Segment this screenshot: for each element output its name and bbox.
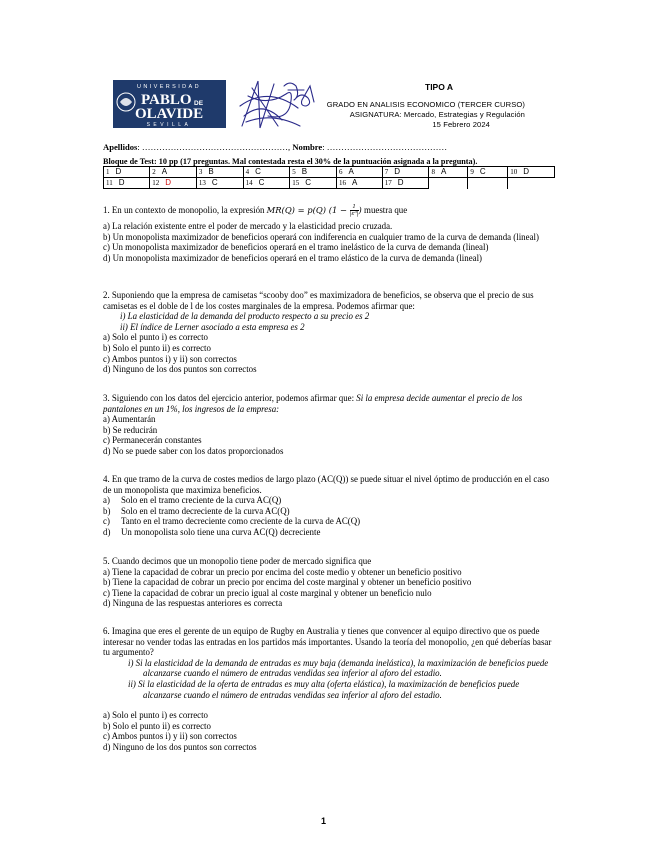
answer-number: 8: [431, 168, 435, 176]
signature-image: [238, 76, 318, 134]
answer-letter: A: [351, 178, 358, 187]
answer-cell-13: [196, 178, 243, 189]
answer-letter: C: [305, 178, 312, 187]
question-1-stem: 1. En un contexto de monopolio, la expresión MR(Q) = p(Q) (1 − $\frac{1}{\text{|εᵈ|}}$ ) muestra que: [103, 204, 408, 217]
statement: ii) Si la elasticidad de la oferta de entradas es muy alta (oferta elástica), la maximización de beneficios puede alcanzarse cuando el número de entradas vendidas sea inferior al aforo del estadio.: [128, 678, 520, 700]
statement: ii) El índice de Lerner asociado a esta empresa es 2: [120, 321, 305, 332]
answer-option: d) Un monopolista maximizador de beneficios operará en el tramo elástico de la curva de demanda (lineal): [103, 252, 483, 263]
answer-option: c) Un monopolista maximizador de beneficios operará en el tramo inelástico de la curva de demanda (lineal): [103, 242, 489, 253]
answer-letter: C: [479, 167, 486, 176]
nombre-label: Nombre: [292, 142, 323, 152]
logo-word-olavide: OLAVIDE: [135, 106, 204, 122]
logo-word-sevilla: SEVILLA: [146, 122, 192, 128]
answer-cell-5: [290, 167, 337, 178]
answer-option: d) Ninguno de los dos puntos son correctos: [103, 741, 257, 752]
answer-cell-1: [104, 167, 150, 178]
answer-cell-8: [429, 167, 468, 178]
answer-grid: [103, 166, 555, 189]
question-6-stem: 6. Imagina que eres el gerente de un equipo de Rugby en Australia y tienes que convencer al equipo directivo que os puede interesar no vender todas las entradas en los partidos más importantes. Usando la teoría del monopolio, ¿en qué deberías basar tu argumento?: [103, 626, 552, 658]
answer-letter: B: [301, 167, 308, 176]
answer-number: 16: [338, 179, 346, 187]
answer-number: 14: [245, 179, 253, 187]
question-5: [103, 556, 555, 609]
answer-option: c) Ambos puntos i) y ii) son correctos: [103, 731, 237, 742]
answer-cell-2: [150, 167, 197, 178]
exam-type: TIPO A: [425, 82, 454, 92]
answer-cell-empty: [429, 178, 468, 189]
statement: i) La elasticidad de la demanda del producto respecto a su precio es 2: [120, 311, 370, 322]
nombre-blank: : ……………………………………: [322, 142, 448, 152]
answer-number: 2: [152, 168, 156, 176]
answer-letter: B: [208, 167, 214, 176]
statement: i) Si la elasticidad de la demanda de entradas es muy baja (demanda inelástica), la maximización de beneficios puede alcanzarse cuando el número de entradas vendidas sea inferior al aforo del estadio.: [128, 657, 549, 679]
answer-number: 15: [292, 179, 300, 187]
answer-letter: C: [211, 178, 218, 187]
answer-option: a) Solo en el tramo creciente de la curva AC(Q): [103, 495, 282, 506]
page-number: 1: [321, 816, 327, 826]
answer-cell-3: [196, 167, 243, 178]
answer-number: 9: [470, 168, 474, 176]
answer-cell-14: [243, 178, 290, 189]
degree-title: GRADO EN ANALISIS ECONOMICO (TERCER CURSO): [326, 100, 525, 109]
question-6: [103, 626, 555, 753]
answer-option: d) No se puede saber con los datos proporcionados: [103, 445, 284, 456]
answer-number: 12: [152, 179, 160, 187]
answer-cell-17: [382, 178, 429, 189]
test-block-instructions: Bloque de Test: 10 pp (17 preguntas. Mal contestada resta el 30% de la puntuación asignada a la pregunta).: [103, 157, 478, 166]
answer-option: d) Un monopolista solo tiene una curva AC(Q) decreciente: [103, 526, 321, 537]
answer-option: a) La relación existente entre el poder de mercado y la elasticidad precio cruzada.: [103, 221, 393, 231]
answer-cell-empty: [508, 178, 555, 189]
answer-option: c) Tanto en el tramo decreciente como creciente de la curva de AC(Q): [103, 516, 361, 527]
apellidos-label: Apellidos: [103, 142, 138, 152]
answer-letter: D: [118, 178, 125, 187]
answer-letter: D: [397, 178, 404, 187]
answer-option: b) Solo el punto ii) es correcto: [103, 720, 211, 731]
question-5-stem: 5. Cuando decimos que un monopolio tiene poder de mercado significa que: [103, 556, 372, 566]
apellidos-blank: : ……………………………………………: [137, 142, 289, 152]
answer-letter: A: [348, 167, 354, 176]
answer-number: 3: [198, 168, 203, 176]
answer-letter: A: [161, 167, 168, 176]
marginal-revenue-formula: MR(Q) = p(Q) (1 − $\frac{1}{\text{|εᵈ|}}$ ): [266, 204, 362, 217]
answer-letter: D: [523, 167, 530, 176]
question-4: [103, 474, 555, 538]
answer-cell-10: [508, 167, 555, 178]
answer-letter: C: [258, 178, 265, 187]
question-2: [103, 290, 555, 375]
answer-option: d) Ninguno de los dos puntos son correctos: [103, 364, 257, 375]
answer-number: 1: [106, 168, 110, 176]
answer-cell-11: [104, 178, 150, 189]
question-2-stem: 2. Suponiendo que la empresa de camisetas “scooby doo” es maximizadora de beneficios, se observa que el precio de sus camisetas es el doble de l de los costes marginales de la empresa. Podemos afirmar que:: [103, 290, 534, 311]
logo-word-universidad: UNIVERSIDAD: [137, 84, 201, 90]
answer-option: d) Ninguna de las respuestas anteriores es correcta: [103, 598, 283, 609]
answer-cell-6: [336, 167, 382, 178]
answer-row-1: [104, 167, 555, 178]
answer-cell-15: [290, 178, 337, 189]
answer-number: 11: [106, 179, 113, 187]
answer-cell-9: [468, 167, 508, 178]
answer-cell-12: [150, 178, 197, 189]
university-logo: [113, 80, 226, 128]
answer-number: 17: [384, 179, 392, 187]
answer-cell-7: [382, 167, 429, 178]
answer-option: b) Se reducirán: [103, 424, 158, 435]
answer-option: c) Tiene la capacidad de cobrar un precio igual al coste marginal y obtener un beneficio nulo: [103, 587, 432, 598]
answer-cell-empty: [468, 178, 508, 189]
question-3: [103, 393, 555, 457]
answer-letter: D: [115, 167, 122, 176]
question-3-stem: 3. Siguiendo con los datos del ejercicio anterior, podemos afirmar que: Si la empresa decide aumentar el precio de los pantalones en un 1%, los ingresos de la empresa:: [103, 393, 523, 414]
answer-number: 13: [198, 179, 206, 187]
student-name-line: Apellidos: ……………………………………………, Nombre: ……………………………………: [103, 142, 448, 152]
answer-number: 4: [245, 168, 250, 176]
answer-option: b) Solo el punto ii) es correcto: [103, 342, 211, 353]
answer-number: 5: [292, 168, 296, 176]
answer-option: c) Ambos puntos i) y ii) son correctos: [103, 353, 237, 364]
answer-number: 6: [338, 168, 343, 176]
answer-option: a) Solo el punto i) es correcto: [103, 332, 208, 343]
answer-option: b) Tiene la capacidad de cobrar un precio por encima del coste marginal y obtener un beneficio positivo: [103, 577, 472, 588]
logo-word-de: DE: [194, 100, 204, 107]
answer-number: 10: [510, 168, 518, 176]
answer-number: 7: [384, 168, 389, 176]
answer-letter: C: [255, 167, 261, 176]
answer-letter: D: [165, 178, 171, 187]
question-4-stem: 4. En que tramo de la curva de costes medios de largo plazo (AC(Q)) se puede situar el nivel óptimo de producción en el caso de un monopolista que maximiza beneficios.: [103, 474, 550, 495]
logo-word-pablo: PABLO: [141, 92, 192, 108]
answer-letter: A: [440, 167, 447, 176]
answer-option: a) Aumentarán: [103, 414, 156, 425]
answer-row-2: [104, 178, 555, 189]
subject-title: ASIGNATURA: Mercado, Estrategias y Regulación: [349, 110, 525, 119]
exam-date: 15 Febrero 2024: [432, 120, 490, 129]
answer-letter: D: [394, 167, 401, 176]
answer-option: c) Permanecerán constantes: [103, 435, 202, 446]
answer-cell-16: [336, 178, 382, 189]
answer-option: a) Solo el punto i) es correcto: [103, 710, 208, 721]
answer-option: b) Solo en el tramo decreciente de la curva AC(Q): [103, 505, 290, 516]
answer-option: a) Tiene la capacidad de cobrar un precio por encima del coste medio y obtener un beneficio positivo: [103, 566, 462, 577]
answer-option: b) Un monopolista maximizador de beneficios operará con indiferencia en cualquier tramo de la curva de demanda (lineal): [103, 231, 539, 242]
question-1: [103, 204, 555, 263]
answer-cell-4: [243, 167, 290, 178]
